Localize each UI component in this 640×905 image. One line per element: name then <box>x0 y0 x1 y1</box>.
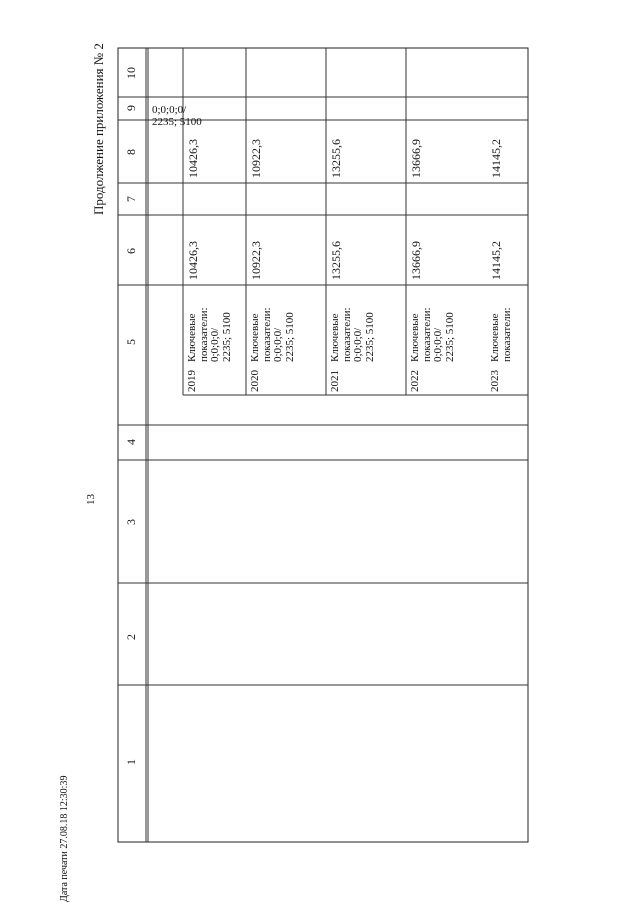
col-number-3: 3 <box>124 519 138 525</box>
table-row-year: 2022 <box>409 370 421 392</box>
col-number-1: 1 <box>124 759 138 765</box>
col-number-8: 8 <box>124 149 138 155</box>
table-cell-col6: 13666,9 <box>409 241 423 280</box>
table-cell-col8: 10426,3 <box>186 139 200 178</box>
table-cell-col8: 10922,3 <box>249 139 263 178</box>
page-number: 13 <box>85 494 97 505</box>
table-row-year: 2019 <box>186 370 198 392</box>
table-cell-col8: 13666,9 <box>409 139 423 178</box>
col-number-6: 6 <box>124 248 138 254</box>
table-row-indicators: Ключевые показатели: 0;0;0;0/ 2235; 5100 <box>186 307 233 362</box>
annex-title: Продолжение приложения № 2 <box>91 43 106 215</box>
table-row-indicators: Ключевые показатели: 0;0;0;0/ 2235; 5100 <box>249 307 296 362</box>
table-border <box>118 48 528 842</box>
table-cell-col6: 14145,2 <box>489 241 503 280</box>
table-cell-col6: 13255,6 <box>329 241 343 280</box>
table-cell-col6: 10426,3 <box>186 241 200 280</box>
table-row-indicators: Ключевые показатели: 0;0;0;0/ 2235; 5100 <box>329 307 376 362</box>
table-cell-col8: 13255,6 <box>329 139 343 178</box>
continued-indicators: 0;0;0;0/ 2235; 5100 <box>152 104 202 128</box>
table-row-year: 2021 <box>329 370 341 392</box>
table-row-indicators: Ключевые показатели: 0;0;0;0/ 2235; 5100 <box>409 307 456 362</box>
table-row-year: 2020 <box>249 370 261 392</box>
col-number-7: 7 <box>124 196 138 202</box>
col-number-9: 9 <box>124 105 138 111</box>
table-row-indicators: Ключевые показатели: <box>489 307 513 362</box>
col-number-2: 2 <box>124 634 138 640</box>
col-number-4: 4 <box>124 439 138 445</box>
table-cell-col6: 10922,3 <box>249 241 263 280</box>
table-cell-col8: 14145,2 <box>489 139 503 178</box>
col-number-10: 10 <box>124 67 138 79</box>
col-number-5: 5 <box>124 339 138 345</box>
table-row-year: 2023 <box>489 370 501 392</box>
print-date: Дата печати 27.08.18 12:30:39 <box>59 775 70 902</box>
